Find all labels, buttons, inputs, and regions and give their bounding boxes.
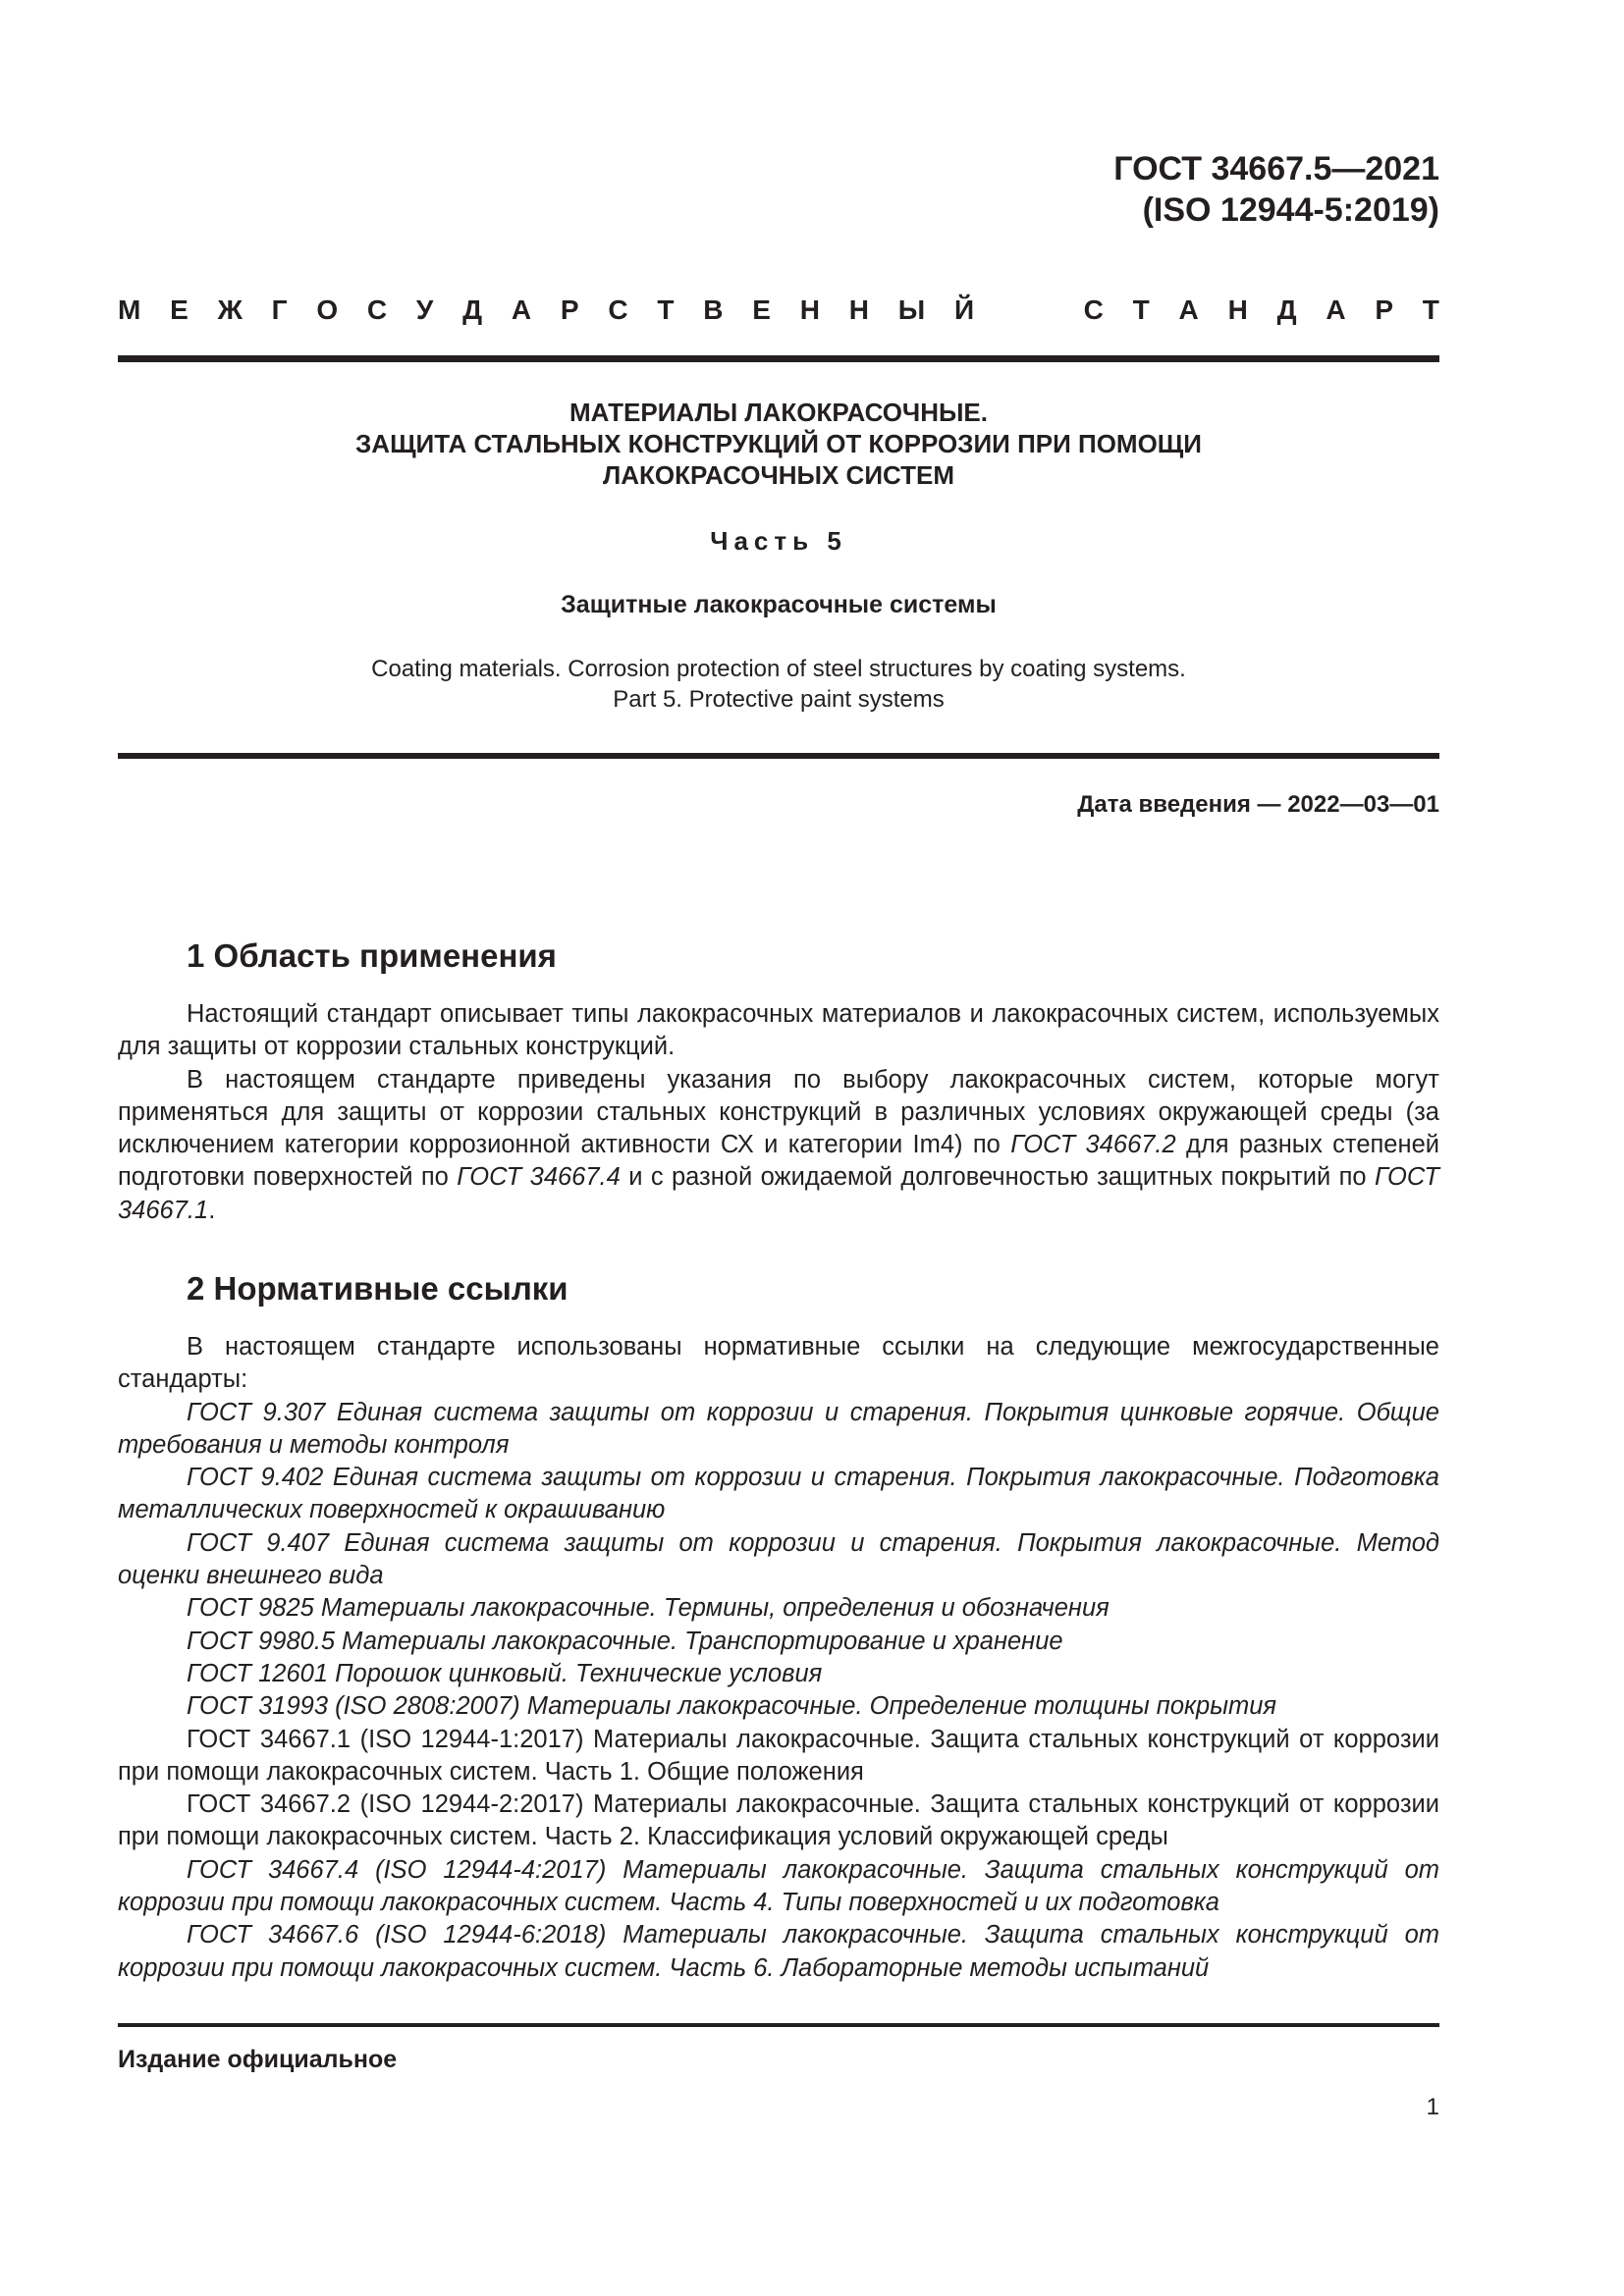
interstate-letter: А bbox=[1178, 294, 1199, 325]
ref-item: ГОСТ 9980.5 Материалы лакокрасочные. Транспортирование и хранение bbox=[187, 1627, 1063, 1655]
interstate-letter: Р bbox=[560, 294, 579, 325]
interstate-letter: Т bbox=[1422, 294, 1439, 325]
part-subtitle: Защитные лакокрасочные системы bbox=[561, 591, 997, 618]
interstate-letter: Е bbox=[752, 294, 771, 325]
interstate-letter: Г bbox=[271, 294, 288, 325]
ref-item: ГОСТ 31993 (ISO 2808:2007) Материалы лакокрасочные. Определение толщины покрытия bbox=[187, 1692, 1277, 1721]
section-2-heading: 2 Нормативные ссылки bbox=[187, 1270, 568, 1307]
ref-gost-34667-2: ГОСТ 34667.2 bbox=[1010, 1131, 1176, 1159]
title-line-2: ЗАЩИТА СТАЛЬНЫХ КОНСТРУКЦИЙ ОТ КОРРОЗИИ ПРИ ПОМОЩИ bbox=[355, 429, 1202, 458]
ref-item: ГОСТ 9.407 Единая система защиты от коррозии и старения. Покрытия лакокрасочные. Метод оценки внешнего вида bbox=[118, 1528, 1439, 1590]
interstate-letter: С bbox=[1083, 294, 1104, 325]
interstate-letter: Н bbox=[1227, 294, 1248, 325]
section-1-body bbox=[118, 998, 1439, 1227]
refs-intro: В настоящем стандарте использованы нормативные ссылки на следующие межгосударственные стандарты: bbox=[118, 1333, 1439, 1394]
introduction-date: Дата введения — 2022—03—01 bbox=[1077, 791, 1439, 818]
section-2-body bbox=[118, 1331, 1439, 1985]
ref-item: ГОСТ 12601 Порошок цинковый. Технические условия bbox=[187, 1659, 823, 1687]
document-title bbox=[118, 397, 1439, 491]
footer-rule bbox=[118, 2023, 1439, 2027]
interstate-letter: Д bbox=[462, 294, 483, 325]
title-line-3: ЛАКОКРАСОЧНЫХ СИСТЕМ bbox=[602, 460, 955, 490]
interstate-letter: А bbox=[511, 294, 532, 325]
english-title-line-1: Coating materials. Corrosion protection of steel structures by coating systems. bbox=[371, 656, 1186, 682]
section-1-heading: 1 Область применения bbox=[187, 937, 557, 974]
scope-text-c: и с разной ожидаемой долговечностью защитных покрытий по bbox=[620, 1163, 1375, 1192]
interstate-letter: Н bbox=[799, 294, 820, 325]
ref-item: ГОСТ 34667.4 (ISO 12944-4:2017) Материалы лакокрасочные. Защита стальных конструкций от коррозии при помощи лакокрасочных систем. Часть 4. Типы поверхностей и их подготовка bbox=[118, 1855, 1439, 1917]
interstate-letter: М bbox=[118, 294, 141, 325]
standard-number: ГОСТ 34667.5—2021 bbox=[1113, 150, 1439, 187]
interstate-letter: Т bbox=[1132, 294, 1150, 325]
interstate-letter: Д bbox=[1276, 294, 1297, 325]
scope-text-a: В настоящем стандарте приведены указания по выбору лакокрасочных систем, которые могут применяться для защиты от коррозии стальных конструкций в различных условиях окружающей среды (за исключением категории коррозионной активности СХ и категории Im4) по bbox=[118, 1065, 1439, 1159]
ref-item: ГОСТ 9.402 Единая система защиты от коррозии и старения. Покрытия лакокрасочные. Подготовка металлических поверхностей к окрашиванию bbox=[118, 1464, 1439, 1524]
interstate-letter: Р bbox=[1375, 294, 1394, 325]
title-line-1: МАТЕРИАЛЫ ЛАКОКРАСОЧНЫЕ. bbox=[569, 398, 988, 427]
top-rule bbox=[118, 355, 1439, 362]
official-edition-label: Издание официальное bbox=[118, 2046, 398, 2073]
interstate-letter: Й bbox=[953, 294, 975, 325]
interstate-letter: О bbox=[316, 294, 339, 325]
scope-text-d: . bbox=[208, 1196, 216, 1224]
interstate-letter: В bbox=[703, 294, 724, 325]
part-label: Часть 5 bbox=[710, 526, 847, 556]
interstate-letter: Е bbox=[170, 294, 189, 325]
interstate-letter: У bbox=[415, 294, 434, 325]
interstate-standard-label bbox=[118, 291, 1439, 330]
title-bottom-rule bbox=[118, 753, 1439, 759]
interstate-letter: Ж bbox=[217, 294, 243, 325]
interstate-letter: Н bbox=[848, 294, 869, 325]
interstate-letter: С bbox=[366, 294, 388, 325]
interstate-letter: Т bbox=[657, 294, 675, 325]
ref-item: ГОСТ 34667.1 (ISO 12944-1:2017) Материалы лакокрасочные. Защита стальных конструкций от коррозии при помощи лакокрасочных систем. Часть 1. Общие положения bbox=[118, 1725, 1439, 1786]
interstate-letter: Ы bbox=[897, 294, 926, 325]
ref-item: ГОСТ 34667.6 (ISO 12944-6:2018) Материалы лакокрасочные. Защита стальных конструкций от коррозии при помощи лакокрасочных систем. Часть 6. Лабораторные методы испытаний bbox=[118, 1921, 1439, 1982]
ref-gost-34667-1: ГОСТ 34667.1 bbox=[118, 1163, 1439, 1224]
interstate-letter: С bbox=[608, 294, 628, 325]
scope-text-b: для разных степеней подготовки поверхностей по bbox=[118, 1131, 1440, 1192]
ref-item: ГОСТ 34667.2 (ISO 12944-2:2017) Материалы лакокрасочные. Защита стальных конструкций от коррозии при помощи лакокрасочных систем. Часть 2. Классификация условий окружающей среды bbox=[118, 1790, 1439, 1851]
scope-paragraph-2 bbox=[118, 1064, 1439, 1227]
page-number: 1 bbox=[1426, 2094, 1439, 2120]
scope-paragraph-1: Настоящий стандарт описывает типы лакокрасочных материалов и лакокрасочных систем, используемых для защиты от коррозии стальных конструкций. bbox=[118, 1000, 1439, 1061]
interstate-letter: А bbox=[1326, 294, 1346, 325]
ref-gost-34667-4: ГОСТ 34667.4 bbox=[457, 1163, 621, 1192]
iso-number: (ISO 12944-5:2019) bbox=[1142, 191, 1439, 229]
ref-item: ГОСТ 9.307 Единая система защиты от коррозии и старения. Покрытия цинковые горячие. Общие требования и методы контроля bbox=[118, 1398, 1439, 1459]
english-title-line-2: Part 5. Protective paint systems bbox=[613, 686, 945, 713]
ref-item: ГОСТ 9825 Материалы лакокрасочные. Термины, определения и обозначения bbox=[187, 1594, 1110, 1623]
english-title bbox=[118, 654, 1439, 715]
